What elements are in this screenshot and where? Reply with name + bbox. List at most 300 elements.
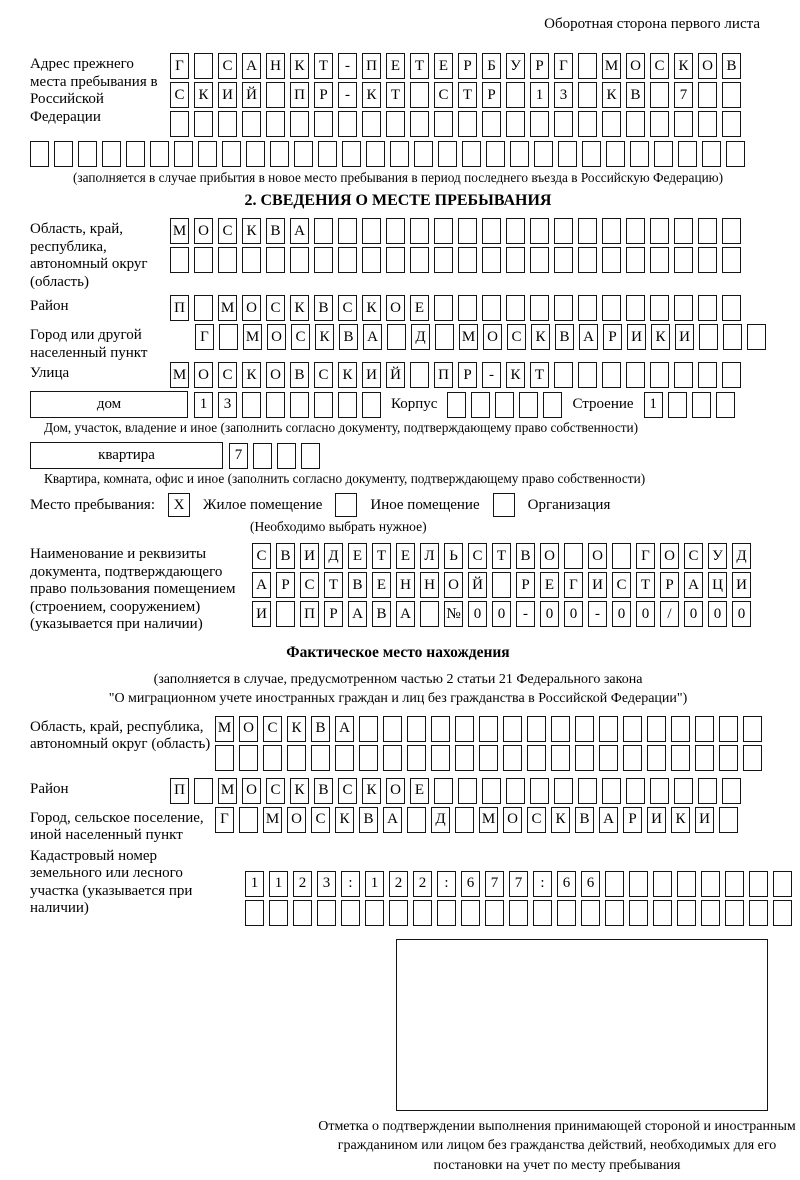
form-cell[interactable]: - (588, 601, 607, 627)
form-cell[interactable] (314, 111, 333, 137)
form-cell[interactable]: А (599, 807, 618, 833)
form-cell[interactable] (194, 53, 213, 79)
form-cell[interactable]: Т (492, 543, 511, 569)
form-cell[interactable]: В (290, 362, 309, 388)
form-cell[interactable] (650, 111, 669, 137)
form-cell[interactable]: Т (386, 82, 405, 108)
form-cell[interactable]: Д (411, 324, 430, 350)
form-cell[interactable]: В (372, 601, 391, 627)
form-cell[interactable] (434, 247, 453, 273)
form-cell[interactable]: К (362, 82, 381, 108)
form-cell[interactable] (647, 716, 666, 742)
form-cell[interactable] (506, 778, 525, 804)
form-cell[interactable] (290, 111, 309, 137)
form-cell[interactable] (650, 778, 669, 804)
form-cell[interactable]: А (290, 218, 309, 244)
form-cell[interactable] (314, 247, 333, 273)
form-cell[interactable] (390, 141, 409, 167)
form-cell[interactable] (551, 716, 570, 742)
form-cell[interactable]: И (218, 82, 237, 108)
form-cell[interactable] (605, 900, 624, 926)
form-cell[interactable] (602, 218, 621, 244)
form-cell[interactable] (447, 392, 466, 418)
form-cell[interactable]: В (348, 572, 367, 598)
form-cell[interactable]: С (684, 543, 703, 569)
form-cell[interactable] (437, 900, 456, 926)
form-cell[interactable] (410, 362, 429, 388)
form-cell[interactable]: Г (170, 53, 189, 79)
form-cell[interactable] (170, 111, 189, 137)
form-cell[interactable] (335, 745, 354, 771)
form-cell[interactable] (530, 218, 549, 244)
form-cell[interactable] (253, 443, 272, 469)
form-cell[interactable] (654, 141, 673, 167)
form-cell[interactable] (431, 716, 450, 742)
form-cell[interactable]: 0 (468, 601, 487, 627)
form-cell[interactable]: В (311, 716, 330, 742)
form-cell[interactable]: П (290, 82, 309, 108)
form-cell[interactable] (434, 218, 453, 244)
form-cell[interactable]: 0 (684, 601, 703, 627)
form-cell[interactable] (218, 247, 237, 273)
form-cell[interactable]: 2 (293, 871, 312, 897)
form-cell[interactable] (435, 324, 454, 350)
form-cell[interactable] (365, 900, 384, 926)
form-cell[interactable] (482, 247, 501, 273)
form-cell[interactable] (543, 392, 562, 418)
form-cell[interactable]: И (627, 324, 646, 350)
form-cell[interactable]: П (434, 362, 453, 388)
form-cell[interactable] (575, 716, 594, 742)
form-cell[interactable]: О (503, 807, 522, 833)
form-cell[interactable]: 7 (485, 871, 504, 897)
form-cell[interactable] (410, 218, 429, 244)
form-cell[interactable]: Е (410, 778, 429, 804)
form-cell[interactable] (341, 900, 360, 926)
form-cell[interactable] (530, 247, 549, 273)
form-cell[interactable] (722, 362, 741, 388)
form-cell[interactable] (492, 572, 511, 598)
form-cell[interactable]: М (170, 218, 189, 244)
form-cell[interactable] (420, 601, 439, 627)
form-cell[interactable]: А (396, 601, 415, 627)
form-cell[interactable] (242, 247, 261, 273)
form-cell[interactable] (342, 141, 361, 167)
form-cell[interactable]: 3 (218, 392, 237, 418)
form-cell[interactable] (722, 778, 741, 804)
form-cell[interactable] (270, 141, 289, 167)
form-cell[interactable]: М (243, 324, 262, 350)
form-cell[interactable] (626, 362, 645, 388)
form-cell[interactable]: М (218, 778, 237, 804)
form-cell[interactable]: Н (266, 53, 285, 79)
form-cell[interactable]: К (362, 778, 381, 804)
form-cell[interactable] (723, 324, 742, 350)
form-cell[interactable]: С (311, 807, 330, 833)
form-cell[interactable] (506, 218, 525, 244)
form-cell[interactable] (246, 141, 265, 167)
form-cell[interactable]: А (252, 572, 271, 598)
form-cell[interactable] (434, 111, 453, 137)
form-cell[interactable] (671, 745, 690, 771)
form-cell[interactable]: К (651, 324, 670, 350)
form-cell[interactable]: С (527, 807, 546, 833)
form-cell[interactable]: И (588, 572, 607, 598)
form-cell[interactable] (362, 247, 381, 273)
form-cell[interactable]: И (647, 807, 666, 833)
form-cell[interactable] (486, 141, 505, 167)
form-cell[interactable] (612, 543, 631, 569)
form-cell[interactable] (506, 247, 525, 273)
form-cell[interactable] (266, 247, 285, 273)
form-cell[interactable] (293, 900, 312, 926)
form-cell[interactable]: Р (324, 601, 343, 627)
form-cell[interactable]: 0 (708, 601, 727, 627)
form-cell[interactable]: М (602, 53, 621, 79)
form-cell[interactable] (650, 247, 669, 273)
form-cell[interactable]: Р (458, 53, 477, 79)
form-cell[interactable] (578, 53, 597, 79)
form-cell[interactable] (650, 362, 669, 388)
form-cell[interactable] (602, 247, 621, 273)
form-cell[interactable] (479, 745, 498, 771)
form-cell[interactable]: К (674, 53, 693, 79)
form-cell[interactable] (215, 745, 234, 771)
form-cell[interactable]: 0 (492, 601, 511, 627)
form-cell[interactable] (578, 247, 597, 273)
form-cell[interactable] (509, 900, 528, 926)
form-cell[interactable] (692, 392, 711, 418)
form-cell[interactable]: К (335, 807, 354, 833)
form-cell[interactable]: А (363, 324, 382, 350)
form-cell[interactable]: № (444, 601, 463, 627)
form-cell[interactable] (458, 778, 477, 804)
form-cell[interactable]: О (242, 295, 261, 321)
form-cell[interactable] (701, 900, 720, 926)
form-cell[interactable]: Р (516, 572, 535, 598)
form-cell[interactable] (482, 295, 501, 321)
form-cell[interactable]: О (242, 778, 261, 804)
form-cell[interactable] (534, 141, 553, 167)
form-cell[interactable]: В (266, 218, 285, 244)
form-cell[interactable] (461, 900, 480, 926)
form-cell[interactable]: О (444, 572, 463, 598)
form-cell[interactable]: С (338, 295, 357, 321)
form-cell[interactable]: К (290, 53, 309, 79)
form-cell[interactable]: С (300, 572, 319, 598)
form-cell[interactable] (359, 745, 378, 771)
form-cell[interactable] (294, 141, 313, 167)
form-cell[interactable]: О (588, 543, 607, 569)
form-cell[interactable]: : (341, 871, 360, 897)
form-cell[interactable] (242, 111, 261, 137)
form-cell[interactable]: - (338, 53, 357, 79)
form-cell[interactable] (479, 716, 498, 742)
form-cell[interactable]: 7 (674, 82, 693, 108)
form-cell[interactable]: Р (276, 572, 295, 598)
form-cell[interactable] (503, 716, 522, 742)
form-cell[interactable]: С (266, 295, 285, 321)
form-cell[interactable]: 6 (557, 871, 576, 897)
form-cell[interactable]: 6 (581, 871, 600, 897)
form-cell[interactable] (266, 392, 285, 418)
form-cell[interactable]: О (287, 807, 306, 833)
form-cell[interactable] (266, 82, 285, 108)
form-cell[interactable] (630, 141, 649, 167)
form-cell[interactable]: Г (636, 543, 655, 569)
form-cell[interactable]: С (252, 543, 271, 569)
form-cell[interactable] (623, 745, 642, 771)
form-cell[interactable]: С (338, 778, 357, 804)
form-cell[interactable] (554, 778, 573, 804)
form-cell[interactable] (503, 745, 522, 771)
form-cell[interactable] (557, 900, 576, 926)
form-cell[interactable]: Е (372, 572, 391, 598)
form-cell[interactable]: 1 (194, 392, 213, 418)
form-cell[interactable]: М (215, 716, 234, 742)
form-cell[interactable] (386, 111, 405, 137)
form-cell[interactable] (674, 778, 693, 804)
form-cell[interactable]: В (575, 807, 594, 833)
form-cell[interactable] (602, 295, 621, 321)
form-cell[interactable] (482, 111, 501, 137)
form-cell[interactable]: И (300, 543, 319, 569)
form-cell[interactable]: 1 (530, 82, 549, 108)
form-cell[interactable]: Р (660, 572, 679, 598)
form-cell[interactable]: С (468, 543, 487, 569)
form-cell[interactable] (668, 392, 687, 418)
form-cell[interactable]: 2 (389, 871, 408, 897)
form-cell[interactable] (773, 900, 792, 926)
form-cell[interactable] (582, 141, 601, 167)
form-cell[interactable] (218, 111, 237, 137)
form-cell[interactable]: С (266, 778, 285, 804)
form-cell[interactable]: Г (215, 807, 234, 833)
form-cell[interactable] (54, 141, 73, 167)
form-cell[interactable] (554, 111, 573, 137)
form-cell[interactable] (290, 247, 309, 273)
form-cell[interactable] (458, 111, 477, 137)
form-cell[interactable] (773, 871, 792, 897)
form-cell[interactable]: 0 (636, 601, 655, 627)
form-cell[interactable]: О (266, 362, 285, 388)
form-cell[interactable] (410, 82, 429, 108)
form-cell[interactable]: : (533, 871, 552, 897)
form-cell[interactable]: В (314, 295, 333, 321)
form-cell[interactable] (78, 141, 97, 167)
form-cell[interactable] (362, 111, 381, 137)
form-cell[interactable]: О (386, 295, 405, 321)
form-cell[interactable]: 0 (732, 601, 751, 627)
form-cell[interactable] (383, 716, 402, 742)
form-cell[interactable]: К (671, 807, 690, 833)
form-cell[interactable]: Н (396, 572, 415, 598)
form-cell[interactable]: Г (195, 324, 214, 350)
form-cell[interactable] (434, 295, 453, 321)
form-cell[interactable] (413, 900, 432, 926)
form-cell[interactable]: 7 (509, 871, 528, 897)
form-cell[interactable]: - (482, 362, 501, 388)
form-cell[interactable]: 1 (365, 871, 384, 897)
form-cell[interactable]: Г (554, 53, 573, 79)
form-cell[interactable] (602, 778, 621, 804)
form-cell[interactable] (314, 218, 333, 244)
form-cell[interactable] (150, 141, 169, 167)
form-cell[interactable]: - (516, 601, 535, 627)
form-cell[interactable] (462, 141, 481, 167)
form-cell[interactable]: Й (242, 82, 261, 108)
form-cell[interactable] (626, 111, 645, 137)
form-cell[interactable]: В (516, 543, 535, 569)
form-cell[interactable] (366, 141, 385, 167)
form-cell[interactable]: А (684, 572, 703, 598)
stay-option-checkbox-organization[interactable] (493, 493, 515, 517)
form-cell[interactable]: К (242, 362, 261, 388)
form-cell[interactable]: О (194, 362, 213, 388)
form-cell[interactable] (359, 716, 378, 742)
form-cell[interactable] (407, 716, 426, 742)
form-cell[interactable] (482, 218, 501, 244)
form-cell[interactable] (677, 871, 696, 897)
form-cell[interactable] (431, 745, 450, 771)
form-cell[interactable] (506, 111, 525, 137)
form-cell[interactable] (606, 141, 625, 167)
form-cell[interactable]: С (434, 82, 453, 108)
form-cell[interactable] (626, 247, 645, 273)
form-cell[interactable] (558, 141, 577, 167)
form-cell[interactable] (626, 778, 645, 804)
form-cell[interactable]: К (242, 218, 261, 244)
form-cell[interactable] (695, 745, 714, 771)
form-cell[interactable]: А (242, 53, 261, 79)
form-cell[interactable]: Е (540, 572, 559, 598)
form-cell[interactable]: Р (458, 362, 477, 388)
form-cell[interactable]: О (386, 778, 405, 804)
form-cell[interactable] (318, 141, 337, 167)
form-cell[interactable]: О (483, 324, 502, 350)
form-cell[interactable] (194, 295, 213, 321)
form-cell[interactable] (626, 295, 645, 321)
stay-option-checkbox-residential[interactable]: X (168, 493, 190, 517)
form-cell[interactable] (519, 392, 538, 418)
form-cell[interactable] (458, 295, 477, 321)
form-cell[interactable]: К (287, 716, 306, 742)
form-cell[interactable] (674, 218, 693, 244)
form-cell[interactable] (698, 82, 717, 108)
form-cell[interactable]: С (170, 82, 189, 108)
form-cell[interactable]: М (263, 807, 282, 833)
form-cell[interactable] (458, 247, 477, 273)
form-cell[interactable] (458, 218, 477, 244)
form-cell[interactable] (599, 716, 618, 742)
form-cell[interactable] (239, 745, 258, 771)
form-cell[interactable] (722, 111, 741, 137)
form-cell[interactable]: И (252, 601, 271, 627)
form-cell[interactable]: : (437, 871, 456, 897)
form-cell[interactable] (678, 141, 697, 167)
form-cell[interactable] (338, 218, 357, 244)
form-cell[interactable]: О (540, 543, 559, 569)
form-cell[interactable] (554, 218, 573, 244)
form-cell[interactable]: В (314, 778, 333, 804)
form-cell[interactable] (194, 778, 213, 804)
form-cell[interactable] (277, 443, 296, 469)
form-cell[interactable]: Т (410, 53, 429, 79)
form-cell[interactable]: Д (324, 543, 343, 569)
confirmation-mark-box[interactable] (396, 939, 768, 1111)
form-cell[interactable]: С (650, 53, 669, 79)
form-cell[interactable]: Б (482, 53, 501, 79)
form-cell[interactable] (219, 324, 238, 350)
form-cell[interactable] (698, 778, 717, 804)
form-cell[interactable]: 0 (612, 601, 631, 627)
form-cell[interactable] (701, 871, 720, 897)
form-cell[interactable]: Ь (444, 543, 463, 569)
form-cell[interactable] (716, 392, 735, 418)
form-cell[interactable] (314, 392, 333, 418)
form-cell[interactable]: Н (420, 572, 439, 598)
form-cell[interactable]: С (218, 362, 237, 388)
form-cell[interactable]: О (626, 53, 645, 79)
form-cell[interactable]: М (170, 362, 189, 388)
form-cell[interactable]: 2 (413, 871, 432, 897)
form-cell[interactable]: 0 (564, 601, 583, 627)
form-cell[interactable]: С (507, 324, 526, 350)
form-cell[interactable] (471, 392, 490, 418)
form-cell[interactable]: У (506, 53, 525, 79)
form-cell[interactable] (301, 443, 320, 469)
form-cell[interactable] (677, 900, 696, 926)
form-cell[interactable] (725, 900, 744, 926)
form-cell[interactable] (629, 900, 648, 926)
form-cell[interactable]: К (194, 82, 213, 108)
form-cell[interactable]: С (314, 362, 333, 388)
form-cell[interactable]: В (276, 543, 295, 569)
form-cell[interactable]: С (291, 324, 310, 350)
form-cell[interactable] (743, 745, 762, 771)
form-cell[interactable]: Р (314, 82, 333, 108)
form-cell[interactable] (698, 111, 717, 137)
form-cell[interactable] (485, 900, 504, 926)
form-cell[interactable]: О (239, 716, 258, 742)
form-cell[interactable] (653, 871, 672, 897)
form-cell[interactable]: С (263, 716, 282, 742)
form-cell[interactable]: М (459, 324, 478, 350)
form-cell[interactable]: Е (386, 53, 405, 79)
form-cell[interactable]: О (267, 324, 286, 350)
form-cell[interactable] (126, 141, 145, 167)
form-cell[interactable] (695, 716, 714, 742)
form-cell[interactable]: С (218, 53, 237, 79)
form-cell[interactable]: 0 (540, 601, 559, 627)
form-cell[interactable]: М (479, 807, 498, 833)
form-cell[interactable] (170, 247, 189, 273)
form-cell[interactable] (362, 392, 381, 418)
form-cell[interactable] (410, 247, 429, 273)
form-cell[interactable]: 3 (554, 82, 573, 108)
form-cell[interactable] (455, 807, 474, 833)
form-cell[interactable]: Т (636, 572, 655, 598)
form-cell[interactable] (530, 295, 549, 321)
form-cell[interactable] (578, 778, 597, 804)
form-cell[interactable] (389, 900, 408, 926)
form-cell[interactable] (533, 900, 552, 926)
form-cell[interactable]: А (579, 324, 598, 350)
form-cell[interactable] (362, 218, 381, 244)
form-cell[interactable] (530, 111, 549, 137)
form-cell[interactable] (222, 141, 241, 167)
form-cell[interactable] (387, 324, 406, 350)
